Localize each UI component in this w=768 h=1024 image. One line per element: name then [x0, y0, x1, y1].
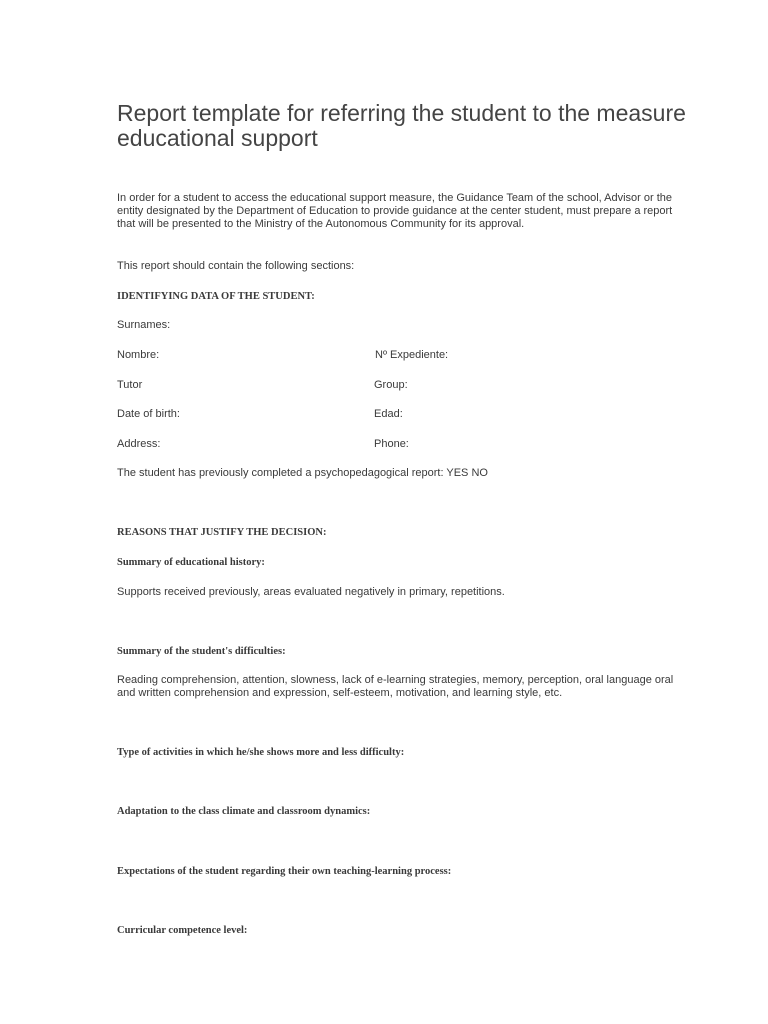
edad-label: Edad:	[374, 408, 403, 420]
competence-heading: Curricular competence level:	[117, 925, 248, 936]
intro-paragraph: In order for a student to access the educational support measure, the Guidance Team of the school, Advisor or the entity designated by the Department of Education to provide guidance at the center student, must prepare a report that will be presented to the Ministry of the Autonomous Community for its approval.	[117, 192, 673, 230]
page-title: Report template for referring the student to the measure educational support	[117, 100, 686, 151]
address-label: Address:	[117, 438, 161, 450]
expectations-heading: Expectations of the student regarding their own teaching-learning process:	[117, 866, 452, 877]
dob-label: Date of birth:	[117, 408, 180, 420]
activities-heading: Type of activities in which he/she shows more and less difficulty:	[117, 747, 405, 758]
history-text: Supports received previously, areas evaluated negatively in primary, repetitions.	[117, 586, 505, 598]
identifying-heading: IDENTIFYING DATA OF THE STUDENT:	[117, 291, 315, 302]
nombre-label: Nombre:	[117, 349, 160, 361]
reasons-heading: REASONS THAT JUSTIFY THE DECISION:	[117, 527, 327, 538]
adaptation-heading: Adaptation to the class climate and classroom dynamics:	[117, 806, 371, 817]
phone-label: Phone:	[374, 438, 409, 450]
difficulties-text: Reading comprehension, attention, slowness, lack of e-learning strategies, memory, perception, oral language oral and written comprehension and expression, self-esteem, motivation, and learning style, etc.	[117, 674, 674, 699]
group-label: Group:	[374, 379, 408, 391]
tutor-label: Tutor	[117, 379, 143, 391]
surnames-label: Surnames:	[117, 319, 171, 331]
sections-intro: This report should contain the following sections:	[117, 260, 355, 272]
expediente-label: Nº Expediente:	[375, 349, 449, 361]
difficulties-heading: Summary of the student's difficulties:	[117, 646, 286, 657]
previous-report-text: The student has previously completed a psychopedagogical report: YES NO	[117, 467, 488, 479]
history-heading: Summary of educational history:	[117, 557, 265, 568]
